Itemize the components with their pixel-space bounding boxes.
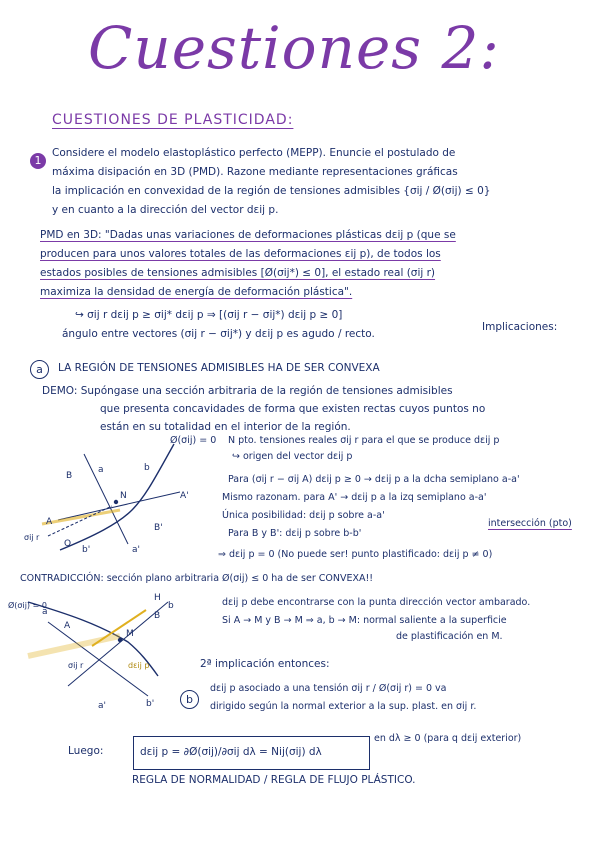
pmd-line-1: PMD en 3D: "Dadas unas variaciones de deformaciones plásticas dεij p (que se (40, 229, 456, 241)
diagram2-label-a: a (42, 607, 48, 617)
diagram1-label-a-prime: a' (132, 545, 140, 555)
normality-diagram (8, 593, 198, 714)
diagram2-label-a-prime: a' (98, 701, 106, 711)
diagram1-phi-label: Ø(σij) = 0 (170, 435, 217, 446)
diagram1-label-A-prime: A' (180, 491, 189, 501)
diagram2-label-B: B (154, 611, 161, 621)
diagram1-label-sigma: σij r (24, 533, 40, 542)
formula-condition: en dλ ≥ 0 (para q dεij exterior) (374, 733, 522, 744)
reasoning-line-4: Para B y B': dεij p sobre b-b' (228, 528, 362, 539)
diagram1-label-b: b (144, 463, 150, 473)
item-b-badge: b (180, 690, 199, 709)
line-b-b (58, 492, 180, 520)
demo-line-2: que presenta concavidades de forma que existen rectas cuyos puntos no (100, 403, 486, 415)
page-title: Cuestiones 2: (88, 14, 500, 82)
diagram1-label-N: N (120, 491, 127, 501)
intersection-label: intersección (pto) (488, 518, 572, 529)
diagram1-n-line: N pto. tensiones reales σij r para el que se produce dεij p (228, 435, 500, 446)
b-line-2: dirigido según la normal exterior a la sup. plast. en σij r. (210, 701, 477, 712)
pmd-line-2: producen para unos valores totales de las deformaciones εij p), de todos los (40, 248, 441, 260)
convexity-diagram (24, 440, 224, 560)
diagram2-label-b-prime: b' (146, 699, 155, 709)
second-implication: 2ª implicación entonces: (200, 658, 330, 670)
diagram2-label-sigma: σij r (68, 661, 84, 670)
demo-line-1: DEMO: Supóngase una sección arbitraria de la región de tensiones admisibles (42, 385, 453, 397)
question-1-line-2: máxima disipación en 3D (PMD). Razone mediante representaciones gráficas (52, 166, 458, 178)
question-number-badge: 1 (30, 153, 46, 169)
diagram1-label-B-prime: B' (154, 523, 163, 533)
normal-line-2: Si A → M y B → M ⇒ a, b → M: normal saliente a la superficie (222, 615, 507, 626)
highlight-band (28, 636, 120, 656)
inequality-line: ↪ σij r dεij p ≥ σij* dεij p ⇒ [(σij r − σij*) dεij p ≥ 0] (75, 309, 343, 321)
point-m (118, 638, 122, 642)
diagram2-label-b: b (168, 601, 174, 611)
diagram1-label-A: A (46, 517, 53, 527)
normal-line-3: de plastificación en M. (396, 631, 503, 642)
diagram2-phi-label: Ø(σij) = 0 (8, 601, 47, 610)
normal-line-1: dεij p debe encontrarse con la punta dirección vector ambarado. (222, 597, 531, 608)
point-n (114, 500, 118, 504)
diagram2-label-M: M (126, 629, 134, 639)
pmd-line-4: maximiza la densidad de energía de deformación plástica". (40, 286, 353, 298)
highlighted-segment (42, 510, 120, 524)
diagram1-label-O: O (64, 539, 72, 549)
question-1-line-3: la implicación en convexidad de la región de tensiones admisibles {σij / Ø(σij) ≤ 0} (52, 185, 491, 197)
pmd-line-3: estados posibles de tensiones admisibles [Ø(σij*) ≤ 0], el estado real (σij r) (40, 267, 436, 279)
section-title: CUESTIONES DE PLASTICIDAD: (52, 112, 294, 128)
diagram2-label-A: A (64, 621, 71, 631)
b-line-1: dεij p asociado a una tensión σij r / Ø(σij r) = 0 va (210, 683, 447, 694)
diagram2-label-depsilon: dεij p (128, 661, 150, 670)
contradiccion-line: CONTRADICCIÓN: sección plano arbitraria Ø(σij) ≤ 0 ha de ser CONVEXA!! (20, 573, 374, 584)
implicaciones-label: Implicaciones: (482, 321, 558, 333)
flow-rule-formula: dεij p = ∂Ø(σij)/∂σij dλ = Nij(σij) dλ (140, 746, 322, 758)
diagram2-label-H: H (154, 593, 161, 603)
question-1-line-4: y en cuanto a la dirección del vector dεij p. (52, 204, 279, 216)
luego-label: Luego: (68, 745, 104, 757)
normality-rule: REGLA DE NORMALIDAD / REGLA DE FLUJO PLÁSTICO. (132, 774, 416, 786)
diagram1-label-B: B (66, 471, 73, 481)
item-a-badge: a (30, 360, 49, 379)
item-a-heading: LA REGIÓN DE TENSIONES ADMISIBLES HA DE SER CONVEXA (58, 362, 380, 374)
diagram1-label-a: a (98, 465, 104, 475)
question-1-line-1: Considere el modelo elastoplástico perfecto (MEPP). Enuncie el postulado de (52, 147, 456, 159)
diagram1-label-b-prime: b' (82, 545, 91, 555)
reasoning-line-3: Única posibilidad: dεij p sobre a-a' (222, 510, 385, 521)
demo-line-3: están en su totalidad en el interior de la región. (100, 421, 351, 433)
reasoning-line-2: Mismo razonam. para A' → dεij p a la izq semiplano a-a' (222, 492, 487, 503)
angle-line: ángulo entre vectores (σij r − σij*) y dεij p es agudo / recto. (62, 328, 375, 340)
reasoning-line-1: Para (σij r − σij A) dεij p ≥ 0 → dεij p a la dcha semiplano a-a' (228, 474, 520, 485)
diagram1-origin-line: ↪ origen del vector dεij p (232, 451, 353, 462)
no-puede-line: ⇒ dεij p = 0 (No puede ser! punto plastificado: dεij p ≠ 0) (218, 549, 493, 560)
